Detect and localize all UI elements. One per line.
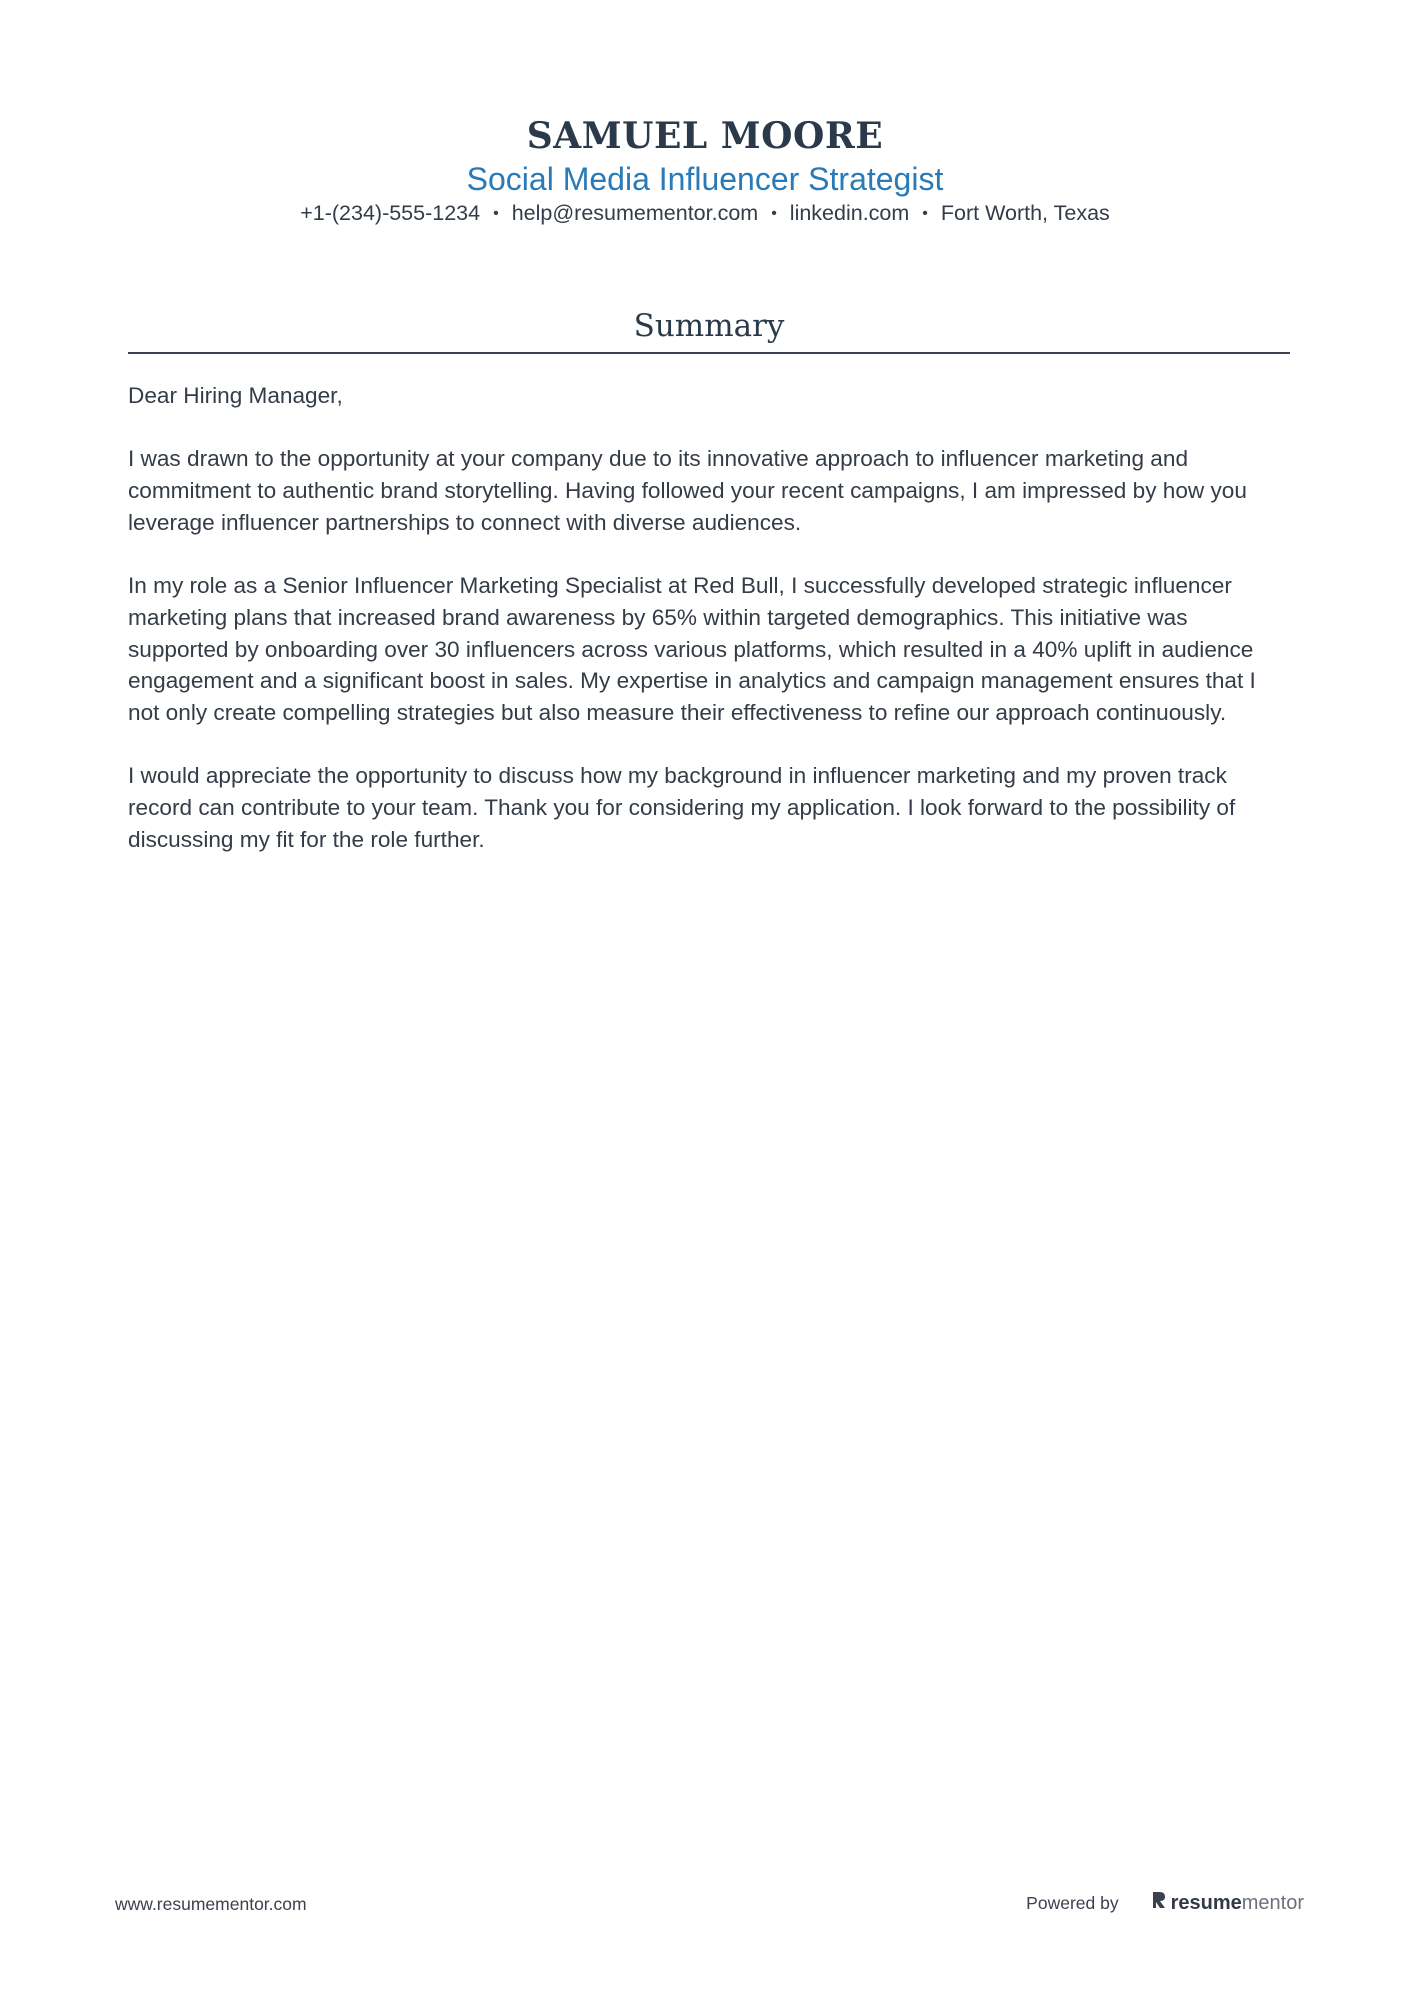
resume-header (0, 114, 1410, 229)
brand-name-light: mentor (1241, 1891, 1304, 1914)
brand-logo[interactable] (1151, 1890, 1304, 1916)
job-title: Social Media Influencer Strategist (466, 161, 944, 197)
brand-name-bold: resume (1170, 1891, 1242, 1914)
section-divider (128, 352, 1290, 354)
footer-branding (1026, 1890, 1304, 1916)
letter-salutation: Dear Hiring Manager, (128, 383, 343, 408)
powered-by-label: Powered by (1026, 1892, 1119, 1913)
contact-line (0, 198, 1410, 229)
letter-paragraph: I was drawn to the opportunity at your company due to its innovative approach to influencer marketing and commitment to authentic brand storytelling. Having followed your recent campaigns, I am impressed by how you leverage influencer partnerships to connect with diverse audiences. (128, 446, 1247, 535)
contact-email[interactable]: help@resumementor.com (511, 201, 759, 225)
section-heading-summary: Summary (633, 308, 785, 344)
footer-website-link[interactable]: www.resumementor.com (115, 1894, 307, 1914)
candidate-name: SAMUEL MOORE (526, 115, 884, 157)
letter-paragraph: I would appreciate the opportunity to discuss how my background in influencer marketing and my proven track record can contribute to your team. Thank you for considering my application. I look forward to the possibility of discussing my fit for the role further. (128, 763, 1236, 852)
contact-separator: • (771, 205, 777, 222)
contact-location: Fort Worth, Texas (940, 201, 1110, 225)
letter-body (128, 380, 1290, 887)
contact-linkedin[interactable]: linkedin.com (789, 201, 910, 225)
letter-paragraph: In my role as a Senior Influencer Marketing Specialist at Red Bull, I successfully developed strategic influencer marketing plans that increased brand awareness by 65% within targeted demographics. This initiative was supported by onboarding over 30 influencers across various platforms, which resulted in a 40% uplift in audience engagement and a significant boost in sales. My expertise in analytics and campaign management ensures that I not only create compelling strategies but also measure their effectiveness to refine our approach continuously. (128, 573, 1256, 725)
resumementor-logo-icon (1151, 1890, 1167, 1916)
contact-separator: • (922, 205, 928, 222)
contact-phone: +1-(234)-555-1234 (300, 201, 481, 225)
contact-separator: • (493, 205, 499, 222)
